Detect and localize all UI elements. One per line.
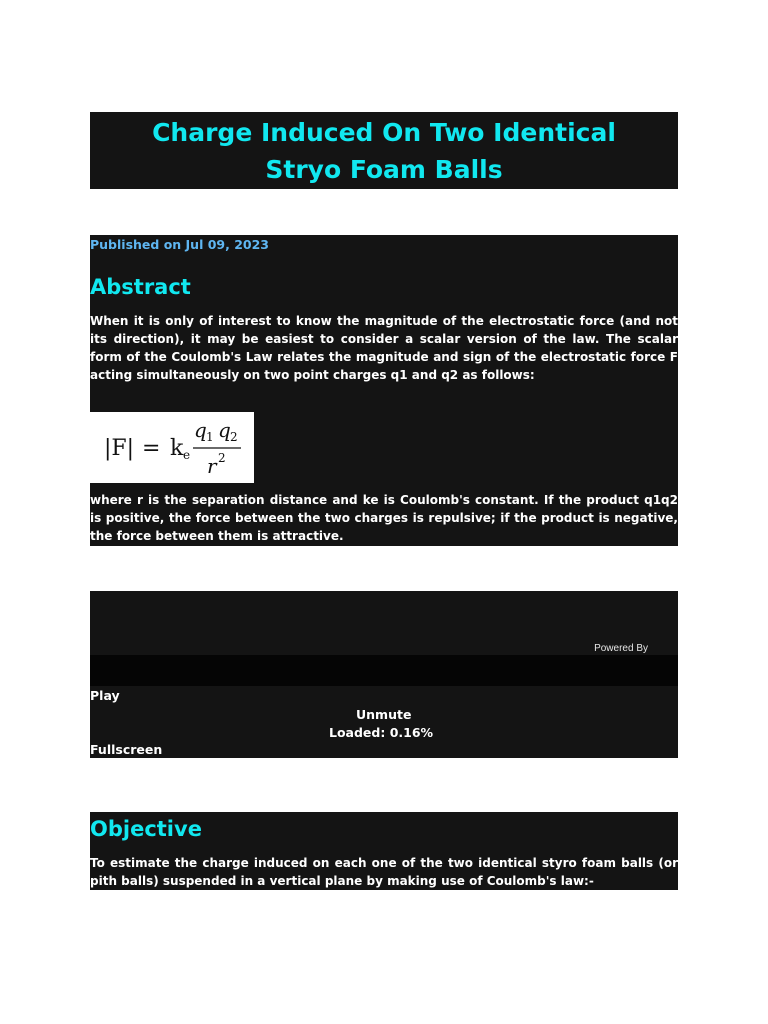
player-control-bar[interactable] [90,655,678,686]
title-banner [90,112,678,189]
video-player[interactable] [90,591,678,758]
objective-heading: Objective [90,817,202,841]
formula-k-sub: e [183,448,191,462]
formula-equals: = [142,436,161,461]
formula-q2-sub: 2 [230,430,238,444]
page-title: Charge Induced On Two Identical Stryo Foam Balls [152,117,616,184]
published-date: Published on Jul 09, 2023 [90,237,270,252]
abstract-heading: Abstract [90,275,191,299]
play-button[interactable]: Play [90,688,120,703]
formula-q2: q [218,418,231,442]
abstract-section [90,235,678,546]
formula-lhs: |F| [104,436,135,461]
loaded-progress: Loaded: 0.16% [329,725,434,740]
powered-by-label[interactable]: Powered By [594,643,648,654]
objective-text: To estimate the charge induced on each one of the two identical styro foam balls (or pith balls) suspended in a vertical plane by making use of Coulomb's law:- [90,856,678,888]
unmute-button[interactable]: Unmute [356,707,412,722]
fullscreen-button[interactable]: Fullscreen [90,742,163,757]
video-display[interactable] [90,591,678,655]
formula-r-exp: 2 [218,451,226,465]
formula-q1-sub: 1 [206,430,214,444]
coulomb-formula-image [90,412,254,483]
abstract-outro: where r is the separation distance and ke is Coulomb's constant. If the product q1q2 is positive, the force between the two charges is repulsive; if the product is negative, the force between them is attractive. [90,493,678,543]
formula-k: k [170,436,184,461]
abstract-intro: When it is only of interest to know the magnitude of the electrostatic force (and not its direction), it may be easiest to consider a scalar version of the law. The scalar form of the Coulomb's Law relates the magnitude and sign of the electrostatic force F acting simultaneously on two point charges q1 and q2 as follows: [90,314,678,382]
formula-r: r [207,454,217,478]
objective-section [90,812,678,890]
formula-q1: q [194,418,207,442]
